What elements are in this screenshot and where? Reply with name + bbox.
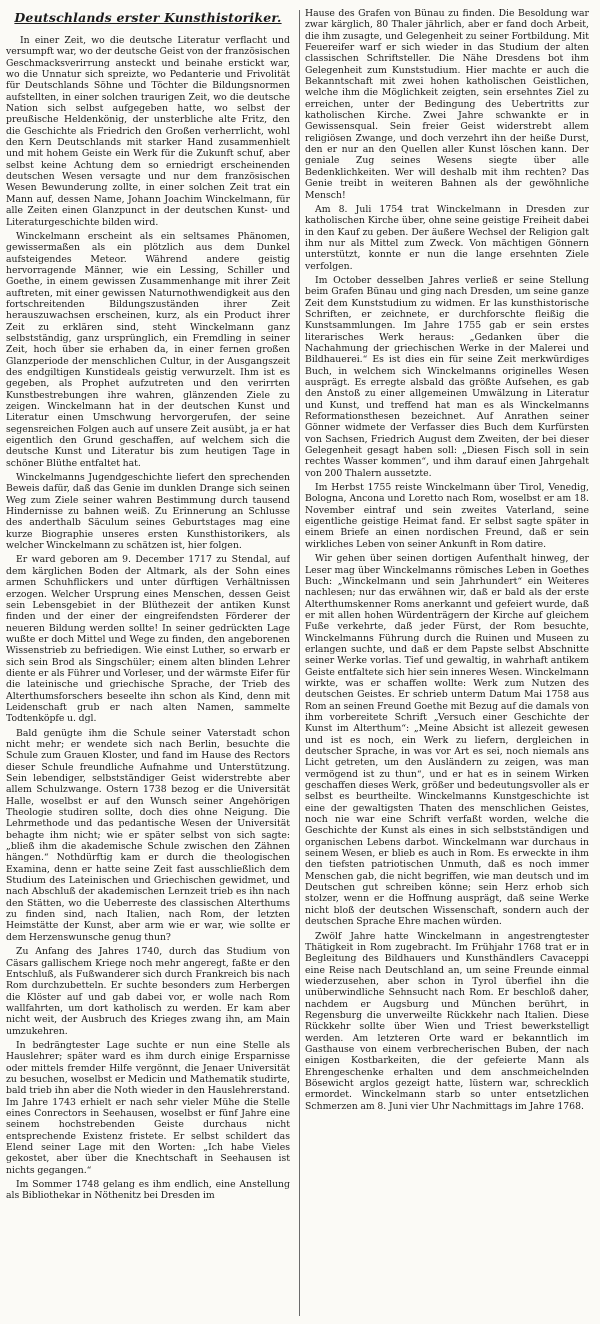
left-column bbox=[6, 8, 290, 1318]
paragraph: Zu Anfang des Jahres 1740, durch das Studium von Cäsars gallischem Kriege noch mehr angeregt, faßte er den Entschluß, als Fußwanderer sich durch Frankreich bis nach Rom durchzubetteln. Er suchte besonders zum Herbergen die Klöster auf und gab dabei vor, er wolle nach Rom wallfahrten, um dort katholisch zu werden. Er kam aber nicht weit, der Ausbruch des Krieges zwang ihn, am Main umzukehren. bbox=[6, 946, 290, 1037]
paragraph-continued: Hause des Grafen von Bünau zu finden. Die Besoldung war zwar kärglich, 80 Thaler jährlich, aber er fand doch Arbeit, die ihm zusagte, und Gelegenheit zu seiner Fortbildung. Mit Feuereifer warf er sich wieder in das Studium der alten classischen Schriftsteller. Die Nähe Dresdens bot ihm Gelegenheit zum Kunststudium. Hier machte er auch die Bekanntschaft mit zwei hohen katholischen Geistlichen, welche ihm die Möglichkeit zeigten, sein ersehntes Ziel zu erreichen, unter der Bedingung des Uebertritts zur katholischen Kirche. Zwei Jahre schwankte er in Gewissensqual. Sein freier Geist widerstrebt allem religiösen Zwange, und doch verzehrt ihn der heiße Durst, den er nur an den Quellen aller Kunst löschen kann. Der geniale Zug seines Wesens siegte über alle Bedenklichkeiten. Wer will deshalb mit ihm rechten? Das Genie treibt in weiteren Bahnen als der gewöhnliche Mensch! bbox=[305, 8, 589, 201]
paragraph: Im October desselben Jahres verließ er seine Stellung beim Grafen Bünau und ging nach Dresden, um seine ganze Zeit dem Kunststudium zu widmen. Er las kunsthistorische Schriften, er zeichnete, er durchforschte fleißig die Kunstsammlungen. Im Jahre 1755 gab er sein erstes literarisches Werk heraus: „Gedanken über die Nachahmung der griechischen Werke in der Malerei und Bildhauerei.“ Es ist dies ein für seine Zeit merkwürdiges Buch, in welchem sich Winckelmanns originelles Wesen ausprägt. Es erregte alsbald das größte Aufsehen, es gab den Anstoß zu einer allgemeinen Umwälzung in Literatur und Kunst, und treffend hat man es als Winckelmanns Reformationsthesen bezeichnet. Auf Anrathen seiner Gönner widmete der Verfasser dies Buch dem Kurfürsten von Sachsen, Friedrich August dem Zweiten, der bei dieser Gelegenheit gesagt haben soll: „Diesen Fisch soll in sein rechtes Wasser kommen“, und ihm darauf einen Jahrgehalt von 200 Thalern aussetzte. bbox=[305, 274, 589, 479]
column-divider bbox=[299, 10, 300, 1316]
article-title: Deutschlands erster Kunsthistoriker. bbox=[14, 10, 282, 25]
paragraph: Er ward geboren am 9. December 1717 zu Stendal, auf dem kärglichen Boden der Altmark, als der Sohn eines armen Schuhflickers und unter dürftigen Verhältnissen erzogen. Welcher Ursprung eines Menschen, dessen Geist sein Lebensgebiet in der Blüthezeit der antiken Kunst finden und der einer der eingreifendsten Förderer der neueren Bildung werden sollte! In seiner gedrückten Lage wußte er doch Mittel und Wege zu finden, den angeborenen Wissenstrieb zu befriedigen. Wie einst Luther, so erwarb er sich sein Brod als Singschüler; einem alten blinden Lehrer diente er als Führer und Vorleser, und der wärmste Eifer für die lateinische und griechische Sprache, der Trieb des Alterthumsforschers beseelte ihn schon als Kind, denn mit Leidenschaft grub er nach alten Namen, sammelte Todtenköpfe u. dgl. bbox=[6, 554, 290, 725]
right-column bbox=[305, 8, 589, 1318]
paragraph: Winckelmanns Jugendgeschichte liefert den sprechenden Beweis dafür, daß das Genie im dunklen Drange sich seinen Weg zum Ziele seiner wahren Bestimmung durch tausend Hindernisse zu bahnen weiß. Zu Erinnerung an Schlusse des anderthalb Säculum seines Geburtstages mag eine kurze Biographie unseres ersten Kunsthistorikers, als welcher Winckelmann zu schätzen ist, hier folgen. bbox=[6, 472, 290, 552]
paragraph: Wir gehen über seinen dortigen Aufenthalt hinweg, der Leser mag über Winckelmanns römisches Leben in Goethes Buch: „Winckelmann und sein Jahrhundert“ ein Weiteres nachlesen; nur das erwähnen wir, daß er bald als der erste Alterthumskenner Roms anerkannt und gefeiert wurde, daß er mit allen hohen Würdenträgern der Kirche auf gleichem Fuße verkehrte, daß jeder Fürst, der Rom besuchte, Winckelmanns Führung durch die Ruinen und Museen zu erlangen suchte, und daß er dem Papste selbst Abschnitte seiner Werke vorlas. Tief und gewaltig, in wahrhaft antikem Geiste entfaltete sich hier sein inneres Wesen. Winckelmann wirkte, was er schaffen wollte: Werk zum Nutzen des deutschen Geistes. Er schrieb unterm Datum Mai 1758 aus Rom an seinen Freund Goethe mit Bezug auf die damals von ihm vorbereitete Schrift „Versuch einer Geschichte der Kunst im Alterthum“: „Meine Absicht ist allezeit gewesen und ist es noch, ein Werk zu liefern, dergleichen in deutscher Sprache, in was vor Art es sei, noch niemals ans Licht getreten, um den Ausländern zu zeigen, was man vermögend ist zu thun“, und er hat es in seinem Wirken geschaffen dieses Werk, größer und bedeutungsvoller als er selbst es beurtheilte. Winckelmanns Kunstgeschichte ist eine der gewaltigsten Thaten des menschlichen Geistes, noch nie war eine Schrift verfaßt worden, welche die Geschichte der Kunst als eines in sich selbstständigen und organischen Lebens darbot. Winckelmann war durchaus in seinem Wesen, er blieb es auch in Rom. Es erweckte in ihm den tiefsten patriotischen Unmuth, daß es noch immer Menschen gab, die nicht begriffen, wie man deutsch und im Deutschen gut schreiben könne; sein Herz erhob sich stolzer, wenn er die Hoffnung ausprägt, daß seine Werke nicht bloß der deutschen Wissenschaft, sondern auch der deutschen Sprache Ehre machen würden. bbox=[305, 553, 589, 928]
paragraph: Winckelmann erscheint als ein seltsames Phänomen, gewissermaßen als ein plötzlich aus dem Dunkel aufsteigendes Meteor. Während andere geistig hervorragende Männer, wie ein Lessing, Schiller und Goethe, in einem gewissen Zusammenhange mit ihrer Zeit auftreten, mit einer gewissen Naturnothwendigkeit aus den fortschreitenden Bildungszuständen ihrer Zeit herauszuwachsen erscheinen, kurz, als ein Product ihrer Zeit zu erklären sind, steht Winckelmann ganz selbstständig, ganz ursprünglich, ein Fremdling in seiner Zeit, hoch über sie erhaben da, in einer fernen großen Glanzperiode der menschlichen Cultur, in der Ausgangszeit des endgiltigen Kunstideals geistig verwurzelt. Ihm ist es gegeben, als Prophet aufzutreten und den verirrten Kunstbestrebungen ihre wahren, glänzenden Ziele zu zeigen. Winckelmann hat in der deutschen Kunst und Literatur einen Umschwung hervorgerufen, der seine segensreichen Folgen auch auf unsere Zeit ausübt, ja er hat eigentlich den Grund geschaffen, auf welchem sich die deutsche Kunst und Literatur bis zum heutigen Tage in schöner Blüthe entfaltet hat. bbox=[6, 230, 290, 469]
paragraph: In bedrängtester Lage suchte er nun eine Stelle als Hauslehrer; später ward es ihm durch einige Ersparnisse oder mittels fremder Hilfe vergönnt, die Jenaer Universität zu besuchen, woselbst er Medicin und Mathematik studirte, bald trieb ihn aber die Noth wieder in den Hauslehrerstand. Im Jahre 1743 erhielt er nach sehr vieler Mühe die Stelle eines Conrectors in Seehausen, woselbst er fünf Jahre eine seinem hochstrebenden Geiste durchaus nicht entsprechende Existenz fristete. Er selbst schildert das Elend seiner Lage mit den Worten: „Ich habe Vieles gekostet, aber über die Knechtschaft in Seehausen ist nichts gegangen.“ bbox=[6, 1039, 290, 1176]
paragraph: Im Herbst 1755 reiste Winckelmann über Tirol, Venedig, Bologna, Ancona und Loretto nach Rom, woselbst er am 18. November eintraf und sein zweites Vaterland, seine eigentliche geistige Heimat fand. Er selbst sagte später in einem Briefe an einen nordischen Freund, daß er sein wirkliches Leben von seiner Ankunft in Rom datire. bbox=[305, 482, 589, 550]
paragraph: Im Sommer 1748 gelang es ihm endlich, eine Anstellung als Bibliothekar in Nöthenitz bei Dresden im bbox=[6, 1179, 290, 1202]
paragraph: Am 8. Juli 1754 trat Winckelmann in Dresden zur katholischen Kirche über, ohne seine geistige Freiheit dabei in den Kauf zu geben. Der äußere Wechsel der Religion galt ihm nur als Mittel zum Zweck. Von mächtigen Gönnern unterstützt, konnte er nun die lange ersehnten Ziele verfolgen. bbox=[305, 203, 589, 272]
paragraph: In einer Zeit, wo die deutsche Literatur verflacht und versumpft war, wo der deutsche Geist von der französischen Geschmacksverirrung ansteckt und beinahe erstickt war, wo die Unnatur sich spreizte, wo Pedanterie und Frivolität für Deutschlands Söhne und Töchter die Bildungsnormen aufstellten, in einer solchen traurigen Zeit, wo die deutsche Nation sich selbst aufgegeben hatte, wo selbst der preußische Heldenkönig, der unsterbliche alte Fritz, den die Geschichte als Friedrich den Großen verherrlicht, wohl den Kern Deutschlands mit starker Hand zusammenhielt und mit hohem Geiste ein Werk für die Zukunft schuf, aber selbst keine Achtung dem so erniedrigt erscheinenden deutschen Wesen versagte und nur dem französischen Wesen Bewunderung zollte, in einer solchen Zeit trat ein Mann auf, dessen Name, Johann Joachim Winckelmann, für alle Zeiten einen Glanzpunct in der deutschen Kunst- und Literaturgeschichte bilden wird. bbox=[6, 35, 290, 228]
paragraph: Bald genügte ihm die Schule seiner Vaterstadt schon nicht mehr; er wendete sich nach Berlin, besuchte die Schule zum Grauen Kloster, und fand im Hause des Rectors dieser Schule freundliche Aufnahme und Unterstützung. Sein lebendiger, selbstständiger Geist widerstrebte aber allem Schulzwange. Ostern 1738 bezog er die Universität Halle, woselbst er auf den Wunsch seiner Angehörigen Theologie studiren sollte, doch dies ohne Neigung. Die Lehrmethode und das pedantische Wesen der Universität behagte ihm nicht; wie er später selbst von sich sagte: „bließ ihm die akademische Schule zwischen den Zähnen hängen.“ Nothdürftig kam er durch die theologischen Examina, denn er hatte seine Zeit fast ausschließlich dem Studium des Lateinischen und Griechischen gewidmet, und nach Abschluß der akademischen Lernzeit trieb es ihn nach den Stätten, wo die Ueberreste des classischen Alterthums zu finden sind, nach Italien, nach Rom, der letzten Heimstätte der Kunst, aber arm wie er war, wie sollte er dem Herzenswunsche genug thun? bbox=[6, 727, 290, 943]
paragraph: Zwölf Jahre hatte Winckelmann in angestrengtester Thätigkeit in Rom zugebracht. Im Frühjahr 1768 trat er in Begleitung des Bildhauers und Kunsthändlers Cavaceppi eine Reise nach Deutschland an, um seine Freunde einmal wiederzusehen, aber schon in Tyrol überfiel ihn die unüberwindliche Sehnsucht nach Rom. Er beschloß daher, nachdem er Augsburg und München berührt, in Regensburg die unverweilte Rückkehr nach Italien. Diese Rückkehr sollte über Wien und Triest bewerkstelligt werden. Am letzteren Orte ward er bekanntlich im Gasthause von einem verbrecherischen Buben, der nach einigen Kostbarkeiten, die der gefeierte Mann als Ehrengeschenke erhalten und dem anschmeichelnden Bösewicht arglos gezeigt hatte, lüstern war, schrecklich ermordet. Winckelmann starb so unter entsetzlichen Schmerzen am 8. Juni vier Uhr Nachmittags im Jahre 1768. bbox=[305, 930, 589, 1112]
